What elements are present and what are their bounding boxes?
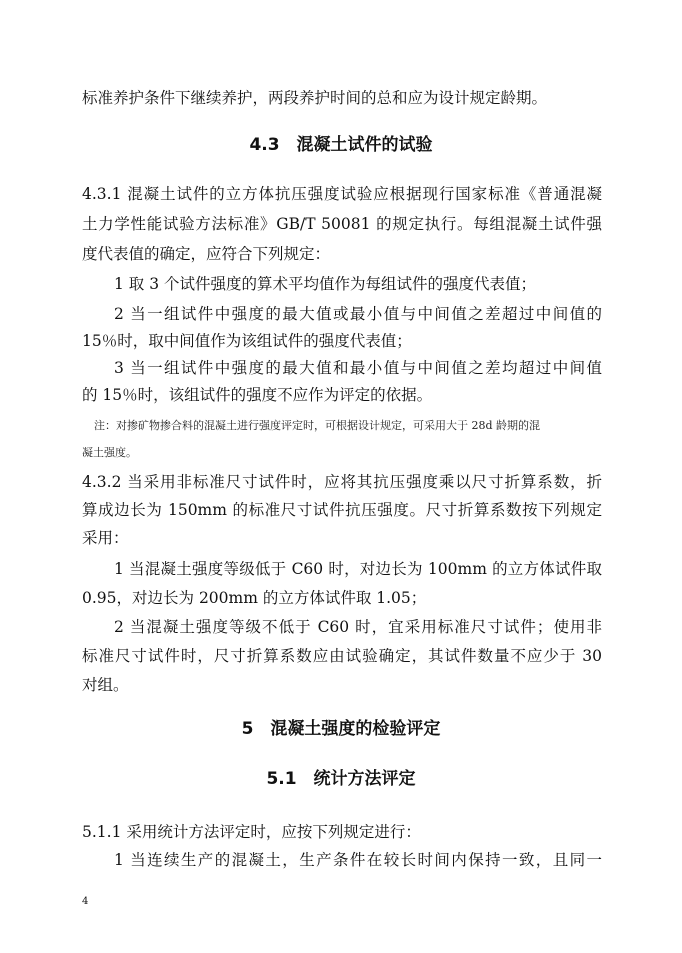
chapter-heading-5: 5 混凝土强度的检验评定 — [241, 719, 441, 739]
text-line: 15％时，取中间值作为该组试件的强度代表值； — [82, 332, 412, 350]
list-item: 1 取 3 个试件强度的算术平均值作为每组试件的强度代表值； — [114, 275, 537, 293]
page-number: 4 — [82, 896, 89, 907]
text-line: 采用： — [82, 529, 129, 547]
text-line: 算成边长为 150mm 的标准尺寸试件抗压强度。尺寸折算系数按下列规定 — [82, 501, 602, 519]
text-line: 标准养护条件下继续养护，两段养护时间的总和应为设计规定龄期。 — [82, 89, 548, 107]
text-line: 土力学性能试验方法标准》GB/T 50081 的规定执行。每组混凝土试件强 — [82, 215, 602, 233]
list-item: 3 当一组试件中强度的最大值和最小值与中间值之差均超过中间值 — [114, 359, 602, 377]
list-item: 2 当一组试件中强度的最大值或最小值与中间值之差超过中间值的 — [114, 305, 602, 323]
note-line: 凝土强度。 — [82, 446, 137, 459]
text-line: 的 15％时，该组试件的强度不应作为评定的依据。 — [82, 386, 433, 404]
list-item: 2 当混凝土强度等级不低于 C60 时，宜采用标准尺寸试件；使用非 — [114, 618, 602, 636]
text-line: 度代表值的确定，应符合下列规定： — [82, 245, 331, 263]
note-line: 注：对掺矿物掺合料的混凝土进行强度评定时，可根据设计规定，可采用大于 28d 龄期的混 — [94, 419, 541, 432]
text-line: 4.3.1 混凝土试件的立方体抗压强度试验应根据现行国家标准《普通混凝 — [82, 185, 602, 203]
section-heading-5-1: 5.1 统计方法评定 — [266, 769, 416, 789]
text-line: 标准尺寸试件时，尺寸折算系数应由试验确定，其试件数量不应少于 30 — [82, 647, 602, 665]
list-item: 1 当混凝土强度等级低于 C60 时，对边长为 100mm 的立方体试件取 — [114, 560, 602, 578]
text-line: 0.95，对边长为 200mm 的立方体试件取 1.05； — [82, 589, 427, 607]
text-line: 5.1.1 采用统计方法评定时，应按下列规定进行： — [82, 823, 421, 841]
list-item: 1 当连续生产的混凝土，生产条件在较长时间内保持一致，且同一 — [114, 851, 602, 869]
section-heading-4-3: 4.3 混凝土试件的试验 — [249, 135, 433, 155]
text-line: 4.3.2 当采用非标准尺寸试件时，应将其抗压强度乘以尺寸折算系数，折 — [82, 473, 602, 491]
text-line: 对组。 — [82, 676, 129, 694]
